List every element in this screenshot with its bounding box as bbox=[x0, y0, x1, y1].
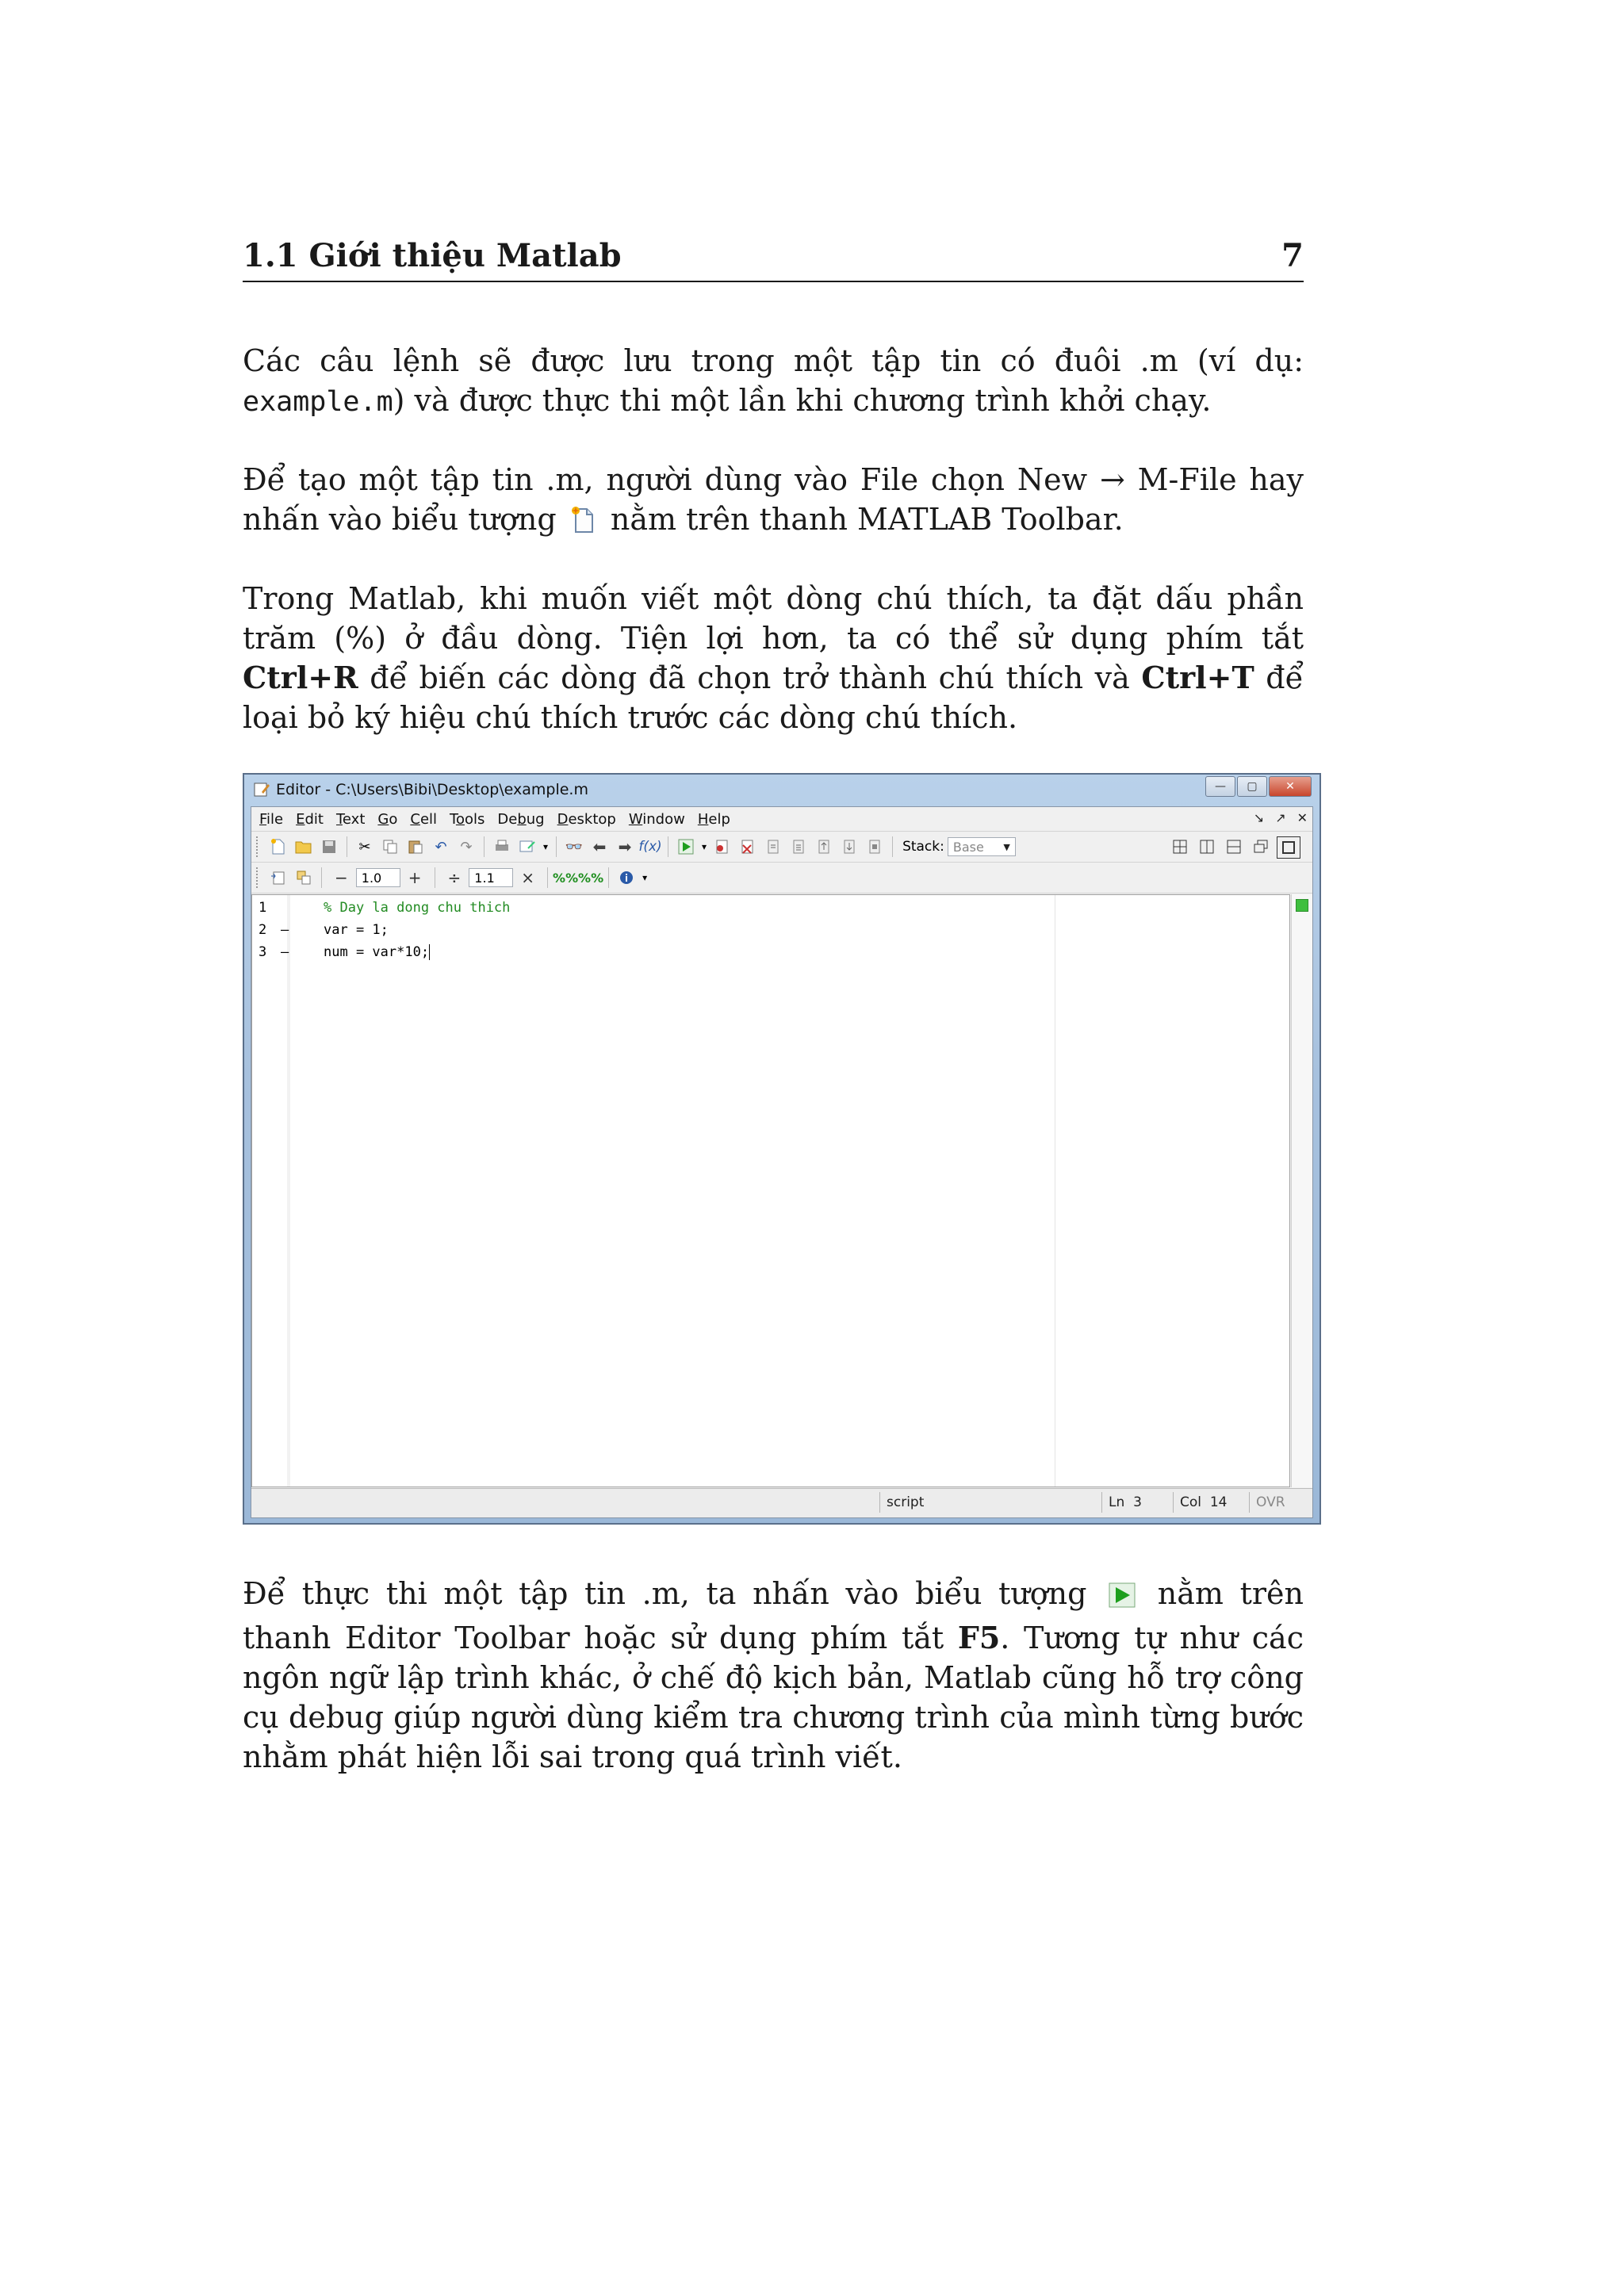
print-icon bbox=[494, 839, 510, 855]
step-icon bbox=[765, 839, 781, 855]
dock-icon[interactable]: ↘ bbox=[1253, 810, 1265, 825]
run-button[interactable] bbox=[676, 836, 696, 857]
function-button[interactable] bbox=[640, 836, 661, 857]
editor-toolbar bbox=[251, 832, 1312, 863]
code-editor[interactable] bbox=[251, 894, 1290, 1487]
window-title: Editor - C:\Users\Bibi\Desktop\example.m bbox=[276, 781, 588, 798]
toolbar-grip[interactable] bbox=[256, 867, 261, 888]
chevron-down-icon: ▼ bbox=[1003, 841, 1010, 852]
exit-debug-button[interactable] bbox=[864, 836, 885, 857]
stack-label: Stack: bbox=[902, 839, 944, 855]
columns-layout-icon bbox=[1199, 839, 1215, 855]
example-filename: example.m bbox=[243, 386, 393, 418]
cell-toolbar bbox=[251, 863, 1312, 894]
evaluate-file-button[interactable] bbox=[578, 867, 604, 888]
maximize-icon: ▢ bbox=[1247, 780, 1258, 793]
top-bottom-layout-button[interactable] bbox=[1223, 836, 1245, 857]
text-caret bbox=[429, 944, 430, 960]
run-icon bbox=[1108, 1578, 1136, 1618]
status-bar bbox=[251, 1488, 1312, 1517]
step-out-icon bbox=[816, 839, 832, 855]
toolbar-separator bbox=[484, 836, 485, 857]
float-layout-button[interactable] bbox=[1250, 836, 1272, 857]
arrow-left-icon: ⬅ bbox=[592, 837, 607, 856]
menu-tools[interactable]: Tools bbox=[450, 810, 485, 828]
cell-value-input-2[interactable]: 1.1 bbox=[469, 868, 513, 887]
exit-debug-icon bbox=[867, 839, 883, 855]
code-line[interactable] bbox=[252, 897, 511, 919]
help-button[interactable] bbox=[616, 867, 637, 888]
minimize-icon: — bbox=[1215, 780, 1226, 793]
toolbar-separator bbox=[608, 867, 609, 888]
cell-evaluate-icon: %% bbox=[553, 870, 579, 886]
minimize-button[interactable] bbox=[1205, 776, 1235, 797]
evaluate-cell-button[interactable] bbox=[293, 867, 314, 888]
continue-button[interactable] bbox=[839, 836, 860, 857]
menu-debug[interactable]: Debug bbox=[497, 810, 545, 828]
close-doc-icon[interactable]: ✕ bbox=[1297, 810, 1308, 825]
line-number: 2 bbox=[259, 922, 267, 938]
close-icon: ✕ bbox=[1285, 780, 1295, 793]
paste-icon bbox=[408, 839, 423, 855]
code-text: var = 1; bbox=[324, 922, 389, 938]
menu-bar bbox=[251, 807, 1312, 832]
code-analyzer-ok-icon[interactable] bbox=[1296, 899, 1308, 912]
arrow-right-icon: ➡ bbox=[618, 837, 632, 856]
increase-value-button[interactable]: + bbox=[408, 868, 422, 887]
insert-cell-button[interactable] bbox=[268, 867, 289, 888]
menu-go[interactable]: Go bbox=[377, 810, 398, 828]
tile-layout-button[interactable] bbox=[1169, 836, 1191, 857]
paragraph-3: Trong Matlab, khi muốn viết một dòng chú thích, ta đặt dấu phần trăm (%) ở đầu dòng. Tiện lợi hơn, ta có thể sử dụng phím tắt Ctrl+R để biến các dòng đã chọn trở thành chú thích và Ctrl+T để loại bỏ ký hiệu chú thích trước các dòng chú thích. bbox=[243, 581, 1304, 735]
step-in-icon bbox=[791, 839, 806, 855]
left-right-layout-button[interactable] bbox=[1196, 836, 1218, 857]
step-out-button[interactable] bbox=[814, 836, 834, 857]
copy-button[interactable] bbox=[380, 836, 400, 857]
undo-button[interactable] bbox=[431, 836, 451, 857]
paste-button[interactable] bbox=[405, 836, 426, 857]
find-button[interactable] bbox=[564, 836, 584, 857]
new-file-icon bbox=[571, 504, 596, 544]
maximize-layout-button[interactable] bbox=[1277, 836, 1300, 859]
maximize-layout-icon bbox=[1281, 840, 1296, 855]
code-line[interactable] bbox=[252, 941, 430, 963]
executable-marker: – bbox=[281, 944, 289, 960]
section-title: 1.1 Giới thiệu Matlab bbox=[243, 237, 622, 274]
insert-cell-icon bbox=[270, 870, 286, 886]
status-mode: script bbox=[879, 1492, 1101, 1513]
publish-button[interactable] bbox=[517, 836, 538, 857]
toolbar-separator bbox=[547, 867, 548, 888]
redo-button[interactable] bbox=[456, 836, 477, 857]
cut-button[interactable] bbox=[354, 836, 375, 857]
breakpoint-gutter[interactable] bbox=[287, 895, 290, 1487]
dropdown-arrow-icon[interactable]: ▾ bbox=[543, 841, 549, 852]
stack-dropdown[interactable]: Base ▼ bbox=[948, 837, 1016, 856]
vertical-scrollbar[interactable] bbox=[1291, 894, 1312, 1487]
paragraph-1: Các câu lệnh sẽ được lưu trong một tập tin có đuôi .m (ví dụ: example.m) và được thực thi một lần khi chương trình khởi chạy. bbox=[243, 343, 1304, 418]
set-breakpoint-button[interactable] bbox=[712, 836, 733, 857]
editor-app-icon bbox=[252, 781, 270, 798]
file-evaluate-icon: %% bbox=[578, 870, 604, 886]
menu-desktop[interactable]: Desktop bbox=[557, 810, 616, 828]
status-line: Ln 3 bbox=[1101, 1492, 1173, 1513]
line-number: 3 bbox=[259, 944, 267, 960]
breakpoint-icon bbox=[714, 839, 730, 855]
matlab-editor-window bbox=[243, 773, 1321, 1525]
new-file-button[interactable] bbox=[268, 836, 289, 857]
shortcut-ctrl-t: Ctrl+T bbox=[1141, 660, 1254, 695]
shortcut-f5: F5 bbox=[957, 1620, 1001, 1655]
evaluate-cell-icon bbox=[296, 870, 312, 886]
float-layout-icon bbox=[1253, 839, 1269, 855]
grid-layout-icon bbox=[1172, 839, 1188, 855]
line-number: 1 bbox=[259, 900, 267, 916]
editor-body bbox=[251, 806, 1313, 1518]
menu-edit[interactable]: Edit bbox=[296, 810, 324, 828]
save-button[interactable] bbox=[319, 836, 339, 857]
cell-value-input-1[interactable]: 1.0 bbox=[356, 868, 400, 887]
run-icon bbox=[678, 839, 694, 855]
dropdown-arrow-icon[interactable]: ▾ bbox=[702, 841, 707, 852]
dropdown-arrow-icon[interactable]: ▾ bbox=[642, 872, 648, 883]
menu-file[interactable]: File bbox=[259, 810, 284, 828]
menu-window[interactable]: Window bbox=[628, 810, 685, 828]
save-icon bbox=[321, 839, 337, 855]
status-overwrite: OVR bbox=[1249, 1492, 1297, 1513]
code-line[interactable] bbox=[252, 919, 389, 941]
binoculars-icon: 👓 bbox=[565, 838, 584, 855]
open-file-button[interactable] bbox=[293, 836, 314, 857]
comment-text: % Day la dong chu thich bbox=[324, 900, 511, 916]
maximize-button[interactable] bbox=[1237, 776, 1267, 797]
page-header bbox=[243, 239, 1304, 282]
undock-icon[interactable]: ↗ bbox=[1275, 810, 1286, 825]
clear-breakpoints-icon bbox=[740, 839, 756, 855]
evaluate-cell-advance-button[interactable] bbox=[553, 867, 579, 888]
status-column: Col 14 bbox=[1173, 1492, 1249, 1513]
toolbar-separator bbox=[321, 867, 322, 888]
info-icon bbox=[619, 870, 634, 886]
toolbar-separator bbox=[556, 836, 557, 857]
step-in-button[interactable] bbox=[788, 836, 809, 857]
menu-text[interactable]: Text bbox=[335, 810, 366, 828]
executable-marker: – bbox=[281, 922, 289, 938]
cut-icon: ✂ bbox=[358, 838, 371, 855]
print-button[interactable] bbox=[492, 836, 512, 857]
back-button[interactable] bbox=[589, 836, 610, 857]
new-file-icon bbox=[270, 838, 286, 855]
publish-icon bbox=[519, 839, 536, 855]
toolbar-grip[interactable] bbox=[256, 836, 261, 857]
paragraph-2: Để tạo một tập tin .m, người dùng vào File chọn New → M-File hay nhấn vào biểu tượng nằm trên thanh MATLAB Toolbar. bbox=[243, 460, 1304, 544]
continue-icon bbox=[841, 839, 857, 855]
toolbar-separator bbox=[892, 836, 893, 857]
multiply-value-button[interactable]: × bbox=[521, 868, 535, 887]
paragraph-4: Để thực thi một tập tin .m, ta nhấn vào biểu tượng nằm trên thanh Editor Toolbar hoặc sử dụng phím tắt F5. Tương tự như các ngôn ngữ lập trình khác, ở chế độ kịch bản, Matlab cũng hỗ trợ công cụ debug giúp người dùng kiểm tra chương trình của mình từng bước nhằm phát hiện lỗi sai trong quá trình viết. bbox=[243, 1576, 1304, 1774]
divide-value-button[interactable]: ÷ bbox=[447, 868, 462, 887]
clear-breakpoints-button[interactable] bbox=[737, 836, 758, 857]
menu-cell[interactable]: Cell bbox=[410, 810, 438, 828]
undo-icon: ↶ bbox=[435, 838, 447, 855]
step-button[interactable] bbox=[763, 836, 783, 857]
code-text: num = var*10; bbox=[324, 944, 430, 960]
close-button[interactable] bbox=[1269, 776, 1312, 797]
rows-layout-icon bbox=[1226, 839, 1242, 855]
shortcut-ctrl-r: Ctrl+R bbox=[243, 660, 358, 695]
redo-icon: ↷ bbox=[460, 838, 473, 855]
open-folder-icon bbox=[295, 839, 312, 855]
copy-icon bbox=[382, 839, 398, 855]
forward-button[interactable] bbox=[615, 836, 635, 857]
line-number-gutter bbox=[252, 895, 288, 1487]
function-icon: f(x) bbox=[638, 839, 662, 855]
title-bar bbox=[244, 775, 1320, 805]
menu-help[interactable]: Help bbox=[697, 810, 730, 828]
page-number: 7 bbox=[1281, 237, 1304, 274]
decrease-value-button[interactable]: − bbox=[335, 868, 348, 887]
